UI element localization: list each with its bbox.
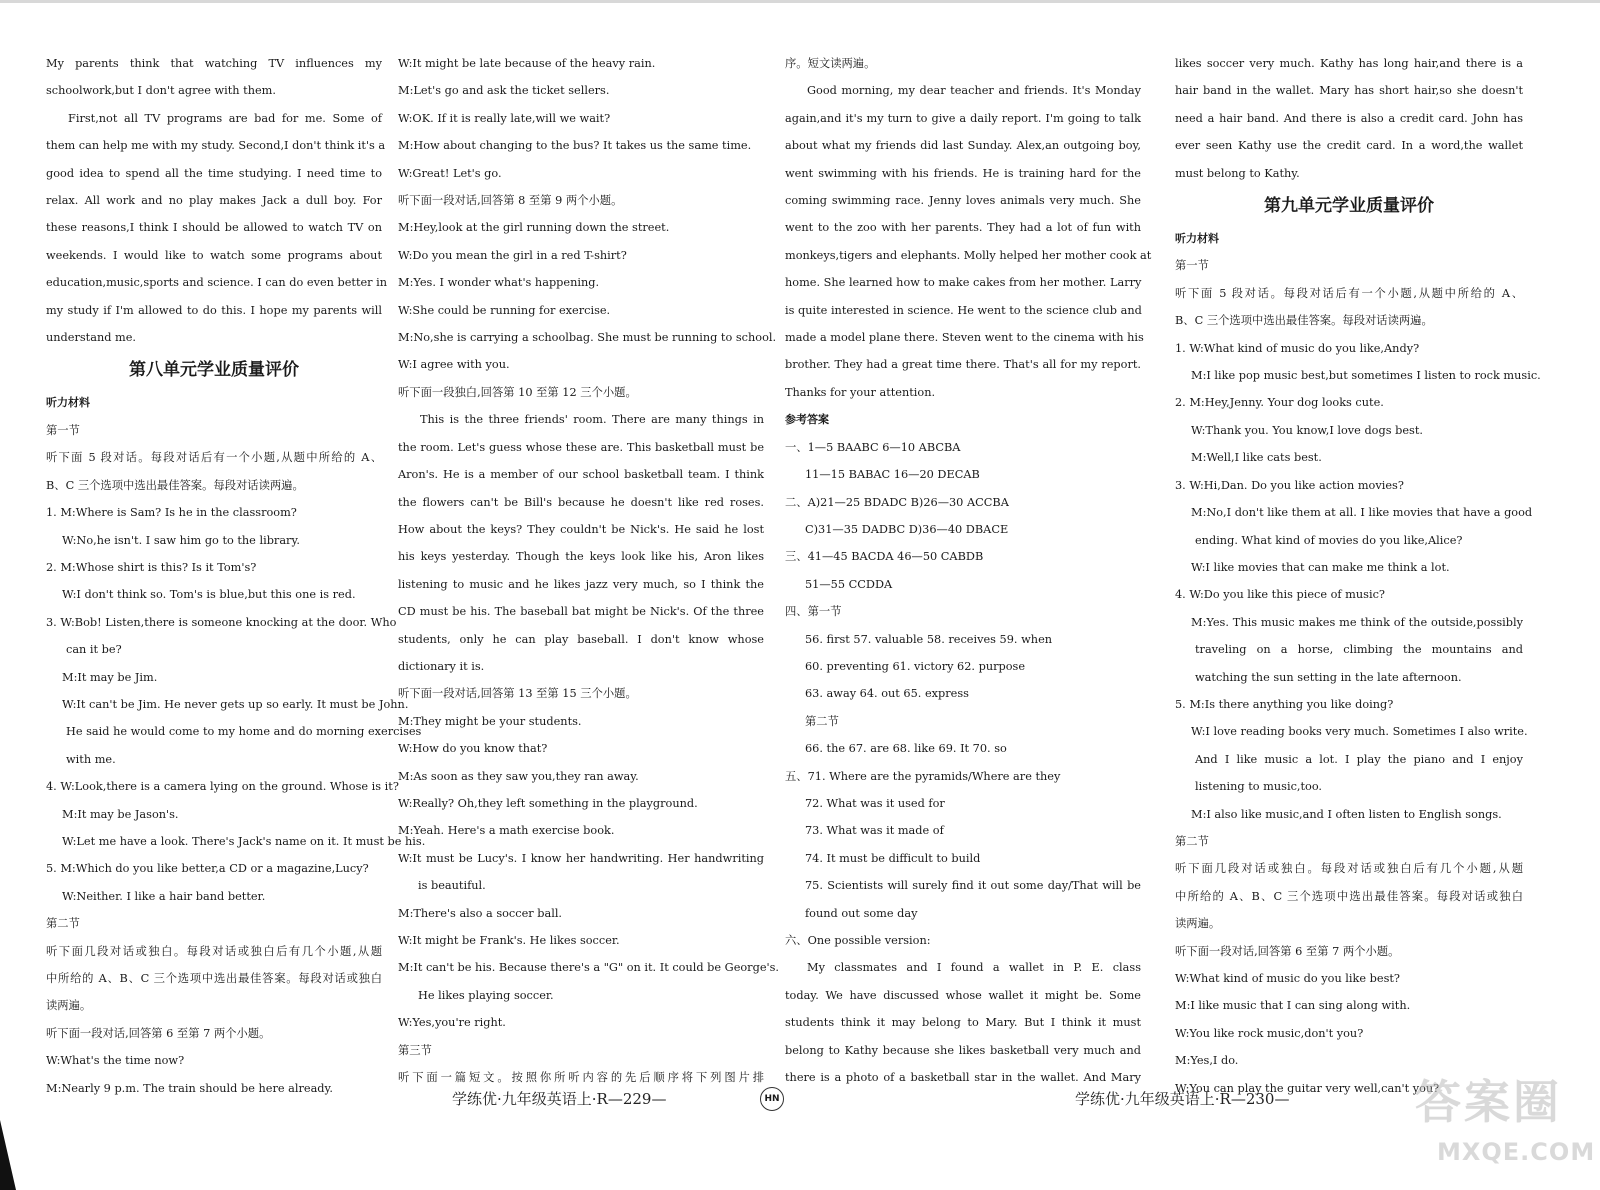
text-line: there is a photo of a basketball star in the wallet. And Mary	[785, 1071, 1141, 1085]
text-line: W:I don't think so. Tom's is blue,but this one is red.	[62, 588, 356, 602]
text-line: M:There's also a soccer ball.	[398, 906, 563, 920]
page-corner-shadow	[0, 1120, 16, 1190]
page-top-edge	[0, 0, 1600, 3]
text-line: W:Neither. I like a hair band better.	[62, 889, 266, 903]
text-line: 序。短文读两遍。	[785, 57, 876, 70]
text-line: 读两遍。	[1175, 917, 1221, 931]
text-line: 5. M:Which do you like better,a CD or a magazine,Lucy?	[46, 862, 369, 876]
text-line: M:They might be your students.	[398, 714, 582, 728]
text-line: He said he would come to my home and do morning exercises	[66, 725, 422, 739]
text-line: B、C 三个选项中选出最佳答案。每段对话读两遍。	[46, 478, 304, 492]
text-line: the flowers can't be Bill's because he doesn't like red roses.	[398, 495, 764, 509]
text-line: 听下面几段对话或独白。每段对话或独白后有几个小题,从题	[46, 944, 382, 958]
footer-left-page-number: 学练优·九年级英语上·R—229—	[452, 1090, 667, 1108]
watermark-title: 答案圈	[1415, 1075, 1562, 1129]
text-line: 中所给的 A、B、C 三个选项中选出最佳答案。每段对话或独白	[46, 972, 382, 985]
text-line: today. We have discussed whose wallet it might be. Some	[785, 988, 1141, 1002]
text-line: went to the zoo with her parents. They had a lot of fun with	[785, 221, 1141, 235]
text-line: again,and it's my turn to give a daily report. I'm going to talk	[785, 111, 1141, 125]
text-line: found out some day	[805, 906, 918, 920]
text-line: First,not all TV programs are bad for me. Some of	[68, 111, 382, 125]
text-line: 3. W:Hi,Dan. Do you like action movies?	[1175, 478, 1404, 492]
text-line: 5. M:Is there anything you like doing?	[1175, 697, 1394, 711]
text-line: 中所给的 A、B、C 三个选项中选出最佳答案。每段对话或独白	[1175, 889, 1523, 903]
text-line: 参考答案	[785, 413, 829, 427]
text-line: M:Well,I like cats best.	[1191, 451, 1322, 465]
text-line: W:No,he isn't. I saw him go to the library.	[62, 533, 300, 547]
text-line: 73. What was it made of	[805, 824, 944, 838]
column-3	[785, 50, 1152, 1091]
text-line: 第二节	[1175, 834, 1209, 848]
text-line: schoolwork,but I don't agree with them.	[46, 84, 276, 98]
text-line: 六、One possible version:	[785, 934, 931, 947]
text-line: monkeys,tigers and elephants. Molly helped her mother cook at	[785, 248, 1152, 262]
text-line: 听力材料	[46, 396, 90, 410]
text-line: M:It may be Jason's.	[62, 807, 179, 821]
text-line: W:You like rock music,don't you?	[1175, 1026, 1364, 1040]
text-line: M:I like music that I can sing along with.	[1175, 999, 1411, 1013]
text-line: B、C 三个选项中选出最佳答案。每段对话读两遍。	[1175, 314, 1433, 328]
text-line: 74. It must be difficult to build	[805, 851, 981, 865]
text-line: W:Let me have a look. There's Jack's name on it. It must be his.	[62, 834, 426, 848]
text-line: ending. What kind of movies do you like,Alice?	[1195, 533, 1463, 547]
text-line: M:How about changing to the bus? It takes us the same time.	[398, 139, 752, 153]
text-line: 听下面一篇短文。按照你所听内容的先后顺序将下列图片排	[398, 1071, 764, 1085]
text-line: M:It may be Jim.	[62, 670, 158, 684]
text-line: 60. preventing 61. victory 62. purpose	[805, 659, 1026, 673]
text-line: 一、1—5 BAABC 6—10 ABCBA	[785, 440, 961, 454]
text-line: W:I like movies that can make me think a lot.	[1191, 560, 1450, 574]
text-line: W:Really? Oh,they left something in the playground.	[398, 796, 698, 810]
text-line: ever seen Kathy use the credit card. In a word,the wallet	[1175, 139, 1523, 153]
text-line: My parents think that watching TV influences my	[46, 57, 382, 70]
watermark-logo	[1415, 1066, 1596, 1186]
column-2	[398, 50, 779, 1091]
text-line: W:Great! Let's go.	[398, 166, 502, 180]
text-line: listening to music,too.	[1195, 780, 1323, 794]
text-line: M:No,she is carrying a schoolbag. She must be running to school.	[398, 331, 777, 345]
text-line: W:OK. If it is really late,will we wait?	[398, 111, 611, 125]
text-line: M:Let's go and ask the ticket sellers.	[398, 84, 610, 98]
text-line: traveling on a horse, climbing the mountains and	[1195, 643, 1523, 657]
text-line: his keys yesterday. Though the keys look like his, Aron likes	[398, 550, 764, 564]
text-line: brother. They had a great time there. That's all for my report.	[785, 358, 1141, 372]
text-line: W:What kind of music do you like best?	[1175, 972, 1400, 985]
text-line: made a model plane there. Steven went to the cinema with his	[785, 331, 1144, 345]
text-line: 第三节	[398, 1043, 432, 1057]
text-line: M:Yeah. Here's a math exercise book.	[398, 824, 615, 838]
text-line: 二、A)21—25 BDADC B)26—30 ACCBA	[785, 495, 1009, 509]
section-heading: 第九单元学业质量评价	[1264, 196, 1434, 217]
text-line: W:You can play the guitar very well,can't you?	[1175, 1081, 1440, 1095]
text-line: 听下面一段对话,回答第 13 至第 15 三个小题。	[398, 687, 637, 701]
text-line: listening to music and he likes jazz very much, so I think the	[398, 577, 764, 591]
text-line: is quite interested in science. He went to the science club and	[785, 303, 1142, 317]
text-line: 1. W:What kind of music do you like,Andy?	[1175, 341, 1420, 355]
text-line: good idea to spend all the time studying. I need time to	[46, 166, 382, 180]
text-line: 66. the 67. are 68. like 69. It 70. so	[805, 742, 1007, 756]
text-line: 听下面一段对话,回答第 6 至第 7 两个小题。	[1175, 944, 1400, 958]
text-line: W:What's the time now?	[46, 1054, 185, 1068]
text-line: 听下面一段对话,回答第 8 至第 9 两个小题。	[398, 194, 623, 208]
text-line: W:How do you know that?	[398, 742, 548, 756]
text-line: 2. M:Hey,Jenny. Your dog looks cute.	[1175, 396, 1384, 410]
text-line: 4. W:Look,there is a camera lying on the ground. Whose is it?	[46, 780, 399, 794]
text-line: relax. All work and no play makes Jack a dull boy. For	[46, 194, 382, 208]
text-line: M:Yes. I wonder what's happening.	[398, 276, 600, 290]
text-line: 听下面一段对话,回答第 6 至第 7 两个小题。	[46, 1026, 271, 1040]
text-line: 第一节	[46, 423, 80, 437]
text-line: M:Hey,look at the girl running down the street.	[398, 221, 670, 235]
text-line: W:I love reading books very much. Sometimes I also write.	[1191, 725, 1528, 739]
text-line: went swimming with his friends. He is training hard for the	[785, 166, 1141, 180]
text-line: 听下面几段对话或独白。每段对话或独白后有几个小题,从题	[1175, 862, 1523, 876]
text-line: my study if I'm allowed to do this. I hope my parents will	[46, 303, 382, 317]
text-line: CD must be his. The baseball bat might be Nick's. Of the three	[398, 605, 764, 619]
text-line: with me.	[66, 752, 116, 766]
text-line: 51—55 CCDDA	[805, 577, 893, 591]
watermark-url: MXQE.COM	[1437, 1138, 1596, 1166]
text-line: W:It might be late because of the heavy rain.	[398, 57, 656, 70]
text-line: 听下面 5 段对话。每段对话后有一个小题,从题中所给的 A、	[46, 451, 382, 465]
text-line: 听下面 5 段对话。每段对话后有一个小题,从题中所给的 A、	[1175, 286, 1523, 300]
text-line: 第一节	[1175, 259, 1209, 273]
text-line: students, only he can play baseball. I don't know whose	[398, 632, 764, 646]
text-line: He likes playing soccer.	[418, 988, 554, 1002]
text-line: is beautiful.	[418, 879, 486, 893]
text-line: M:Yes,I do.	[1175, 1054, 1239, 1068]
text-line: W:It can't be Jim. He never gets up so early. It must be John.	[62, 697, 409, 711]
hn-badge: HN	[760, 1087, 784, 1111]
text-line: hair band in the wallet. Mary has short hair,so she doesn't	[1175, 84, 1523, 98]
text-line: watching the sun setting in the late afternoon.	[1195, 670, 1462, 684]
text-line: students think it may belong to Mary. But I think it must	[785, 1016, 1141, 1030]
text-line: M:Yes. This music makes me think of the outside,possibly	[1191, 615, 1523, 629]
text-line: C)31—35 DADBC D)36—40 DBACE	[805, 522, 1009, 536]
column-4	[1175, 50, 1541, 1102]
text-line: 72. What was it used for	[805, 796, 945, 810]
text-line: W:Do you mean the girl in a red T-shirt?	[398, 248, 627, 262]
text-line: 3. W:Bob! Listen,there is someone knocking at the door. Who	[46, 615, 397, 629]
text-line: M:Nearly 9 p.m. The train should be here already.	[46, 1081, 334, 1095]
text-line: 听下面一段独白,回答第 10 至第 12 三个小题。	[398, 385, 637, 399]
text-line: can it be?	[66, 643, 122, 657]
text-line: M:I also like music,and I often listen to English songs.	[1191, 807, 1502, 821]
text-line: W:It might be Frank's. He likes soccer.	[398, 934, 620, 947]
text-line: M:It can't be his. Because there's a "G" on it. It could be George's.	[398, 961, 779, 975]
text-line: How about the keys? They couldn't be Nick's. He said he lost	[398, 522, 764, 536]
text-line: the room. Let's guess whose these are. This basketball must be	[398, 440, 764, 454]
text-line: 63. away 64. out 65. express	[805, 687, 969, 701]
text-line: 2. M:Whose shirt is this? Is it Tom's?	[46, 560, 257, 574]
text-line: 4. W:Do you like this piece of music?	[1175, 588, 1385, 602]
text-line: Aron's. He is a member of our school basketball team. I think	[398, 468, 764, 482]
text-line: 第二节	[805, 714, 839, 728]
text-line: And I like music a lot. I play the piano and I enjoy	[1195, 752, 1523, 766]
text-line: about what my friends did last Sunday. Alex,an outgoing boy,	[785, 139, 1141, 153]
text-line: dictionary it is.	[398, 659, 485, 673]
text-line: Good morning, my dear teacher and friends. It's Monday	[807, 84, 1141, 98]
text-line: understand me.	[46, 331, 137, 345]
text-line: these reasons,I think I should be allowed to watch TV on	[46, 221, 382, 235]
text-line: 56. first 57. valuable 58. receives 59. when	[805, 632, 1053, 646]
text-line: 读两遍。	[46, 999, 92, 1013]
text-line: 1. M:Where is Sam? Is he in the classroom?	[46, 506, 297, 520]
text-line: need a hair band. And there is also a credit card. John has	[1175, 111, 1523, 125]
text-line: 75. Scientists will surely find it out some day/That will be	[805, 879, 1141, 893]
footer-right-page-number: 学练优·九年级英语上·R—230—	[1075, 1090, 1290, 1108]
text-line: My classmates and I found a wallet in P. E. class	[807, 961, 1141, 975]
text-line: home. She learned how to make cakes from her mother. Larry	[785, 276, 1142, 290]
text-line: M:No,I don't like them at all. I like movies that have a good	[1191, 506, 1533, 520]
text-line: W:I agree with you.	[398, 358, 510, 372]
text-line: W:Thank you. You know,I love dogs best.	[1191, 423, 1423, 437]
text-line: M:As soon as they saw you,they ran away.	[398, 769, 639, 783]
text-line: them can help me with my study. Second,I don't think it's a	[46, 139, 386, 153]
text-line: must belong to Kathy.	[1175, 166, 1300, 180]
text-line: 11—15 BABAC 16—20 DECAB	[805, 468, 980, 482]
text-line: 第二节	[46, 917, 80, 931]
text-line: W:Yes,you're right.	[398, 1016, 506, 1030]
text-line: weekends. I would like to watch some programs about	[46, 248, 382, 262]
text-line: W:It must be Lucy's. I know her handwriting. Her handwriting	[398, 851, 764, 865]
text-line: 三、41—45 BACDA 46—50 CABDB	[785, 550, 984, 564]
text-line: Thanks for your attention.	[785, 385, 936, 399]
text-line: 四、第一节	[785, 605, 842, 619]
text-line: education,music,sports and science. I can do even better in	[46, 276, 388, 290]
text-line: 五、71. Where are the pyramids/Where are they	[785, 769, 1061, 783]
text-line: belong to Kathy because she likes basketball very much and	[785, 1043, 1141, 1057]
section-heading: 第八单元学业质量评价	[129, 360, 299, 381]
text-line: M:I like pop music best,but sometimes I listen to rock music.	[1191, 369, 1541, 383]
text-line: 听力材料	[1175, 232, 1219, 246]
text-line: This is the three friends' room. There are many things in	[420, 413, 764, 427]
text-line: W:She could be running for exercise.	[398, 303, 611, 317]
text-line: likes soccer very much. Kathy has long hair,and there is a	[1175, 57, 1523, 70]
text-line: coming swimming race. Jenny loves animals very much. She	[785, 194, 1141, 208]
